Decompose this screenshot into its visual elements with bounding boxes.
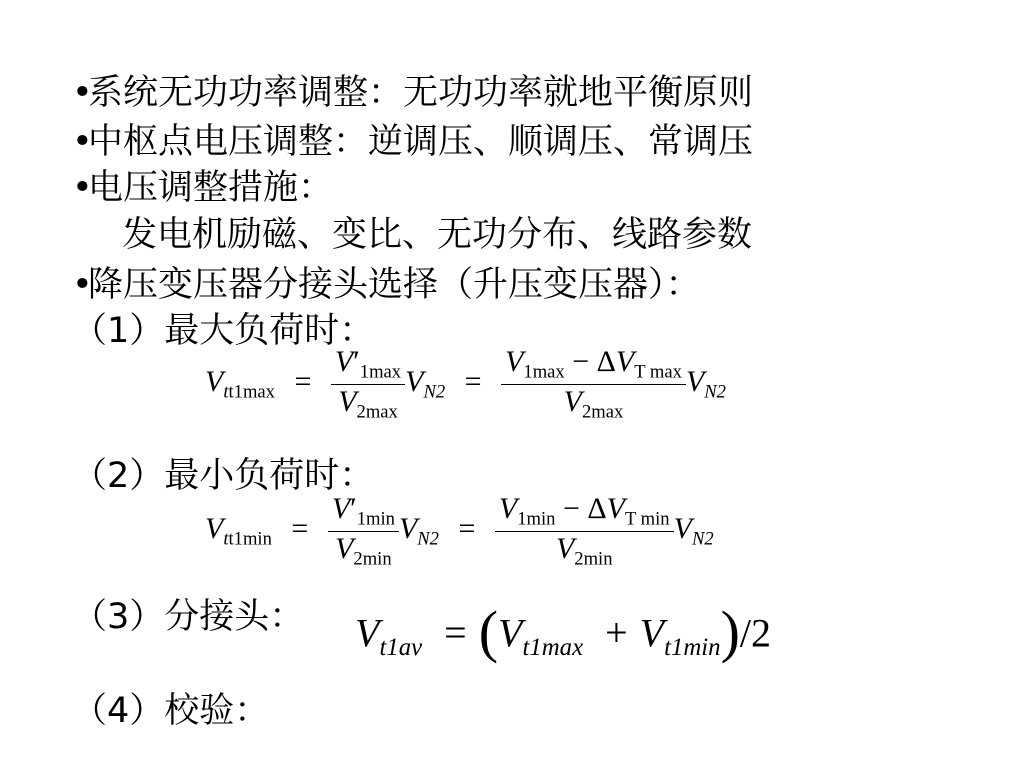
fraction: $\frac{V'_{1min}}{V_{2min}}$ [328,492,399,570]
bullet-text: 系统无功功率调整：无功功率就地平衡原则 [88,73,754,113]
bullet-text: 中枢点电压调整：逆调压、顺调压、常调压 [88,122,754,162]
formula-min-load: $V_{tt1min}$ = $\frac{V'_{1min}}{V_{2min}}$ $V_{N2}$ = $\frac{V_{1min} - \Delta V_{T min}}{V_{2min}}$ $V_{N2}$ [205,492,714,569]
formula-sub: N2 [704,381,726,403]
step-3-label: （3）分接头： [72,597,305,637]
formula-sub: 1min [356,508,395,530]
bullet-line-1 [72,70,753,116]
formula-sub: 2min [353,548,392,569]
step-4-label: （4）校验： [72,691,270,731]
formula-average-tap: $V_{t1av} = (V_{t1max} + V_{t1min})/2$ [355,599,772,664]
bullet-dot: • [72,73,93,113]
formula-sub: t1max [522,634,584,662]
bullet-line-3 [72,165,333,211]
formula-sub: 2max [582,401,624,422]
bullet-line-3-detail [122,212,752,258]
formula-sub: T max [634,361,682,383]
step-1-label: （1）最大负荷时： [72,311,375,351]
formula-sub: t1min [664,634,721,662]
bullet-dot: • [72,265,93,305]
formula-sub: t1min [228,528,272,550]
fraction: $\frac{V_{1max} - \Delta V_{T max}}{V_{2max}}$ [501,345,686,423]
formula-sub: t1max [228,381,275,403]
bullet-line-4 [72,262,701,308]
formula-sub: 1max [359,361,402,383]
formula-sub: 2max [356,401,398,422]
bullet-detail-text: 发电机励磁、变比、无功分布、线路参数 [122,215,753,255]
bullet-text: 电压调整措施： [88,168,334,208]
formula-sub: 1min [517,508,556,530]
step-2-label: （2）最小负荷时： [72,456,375,496]
formula-sub: N2 [417,528,439,550]
formula-sub: 2min [574,548,613,569]
formula-divisor: /2 [739,610,772,656]
formula-sub: N2 [691,528,714,550]
fraction: $\frac{V'_{1max}}{V_{2max}}$ [331,345,405,423]
bullet-dot: • [72,122,93,162]
formula-sub: T min [625,508,670,530]
bullet-line-2 [72,119,753,165]
fraction: $\frac{V_{1min} - \Delta V_{T min}}{V_{2min}}$ [495,492,674,570]
bullet-dot: • [72,168,93,208]
formula-sub: 1max [523,361,565,383]
formula-sub: N2 [423,381,446,403]
formula-sub: t1av [379,634,423,662]
formula-max-load: $V_{tt1max}$ = $\frac{V'_{1max}}{V_{2max}}$ $V_{N2}$ = $\frac{V_{1max} - \Delta V_{T max}}{V_{2max}}$ $V_{N2}$ [205,345,726,422]
bullet-text: 降压变压器分接头选择（升压变压器）： [88,265,701,305]
